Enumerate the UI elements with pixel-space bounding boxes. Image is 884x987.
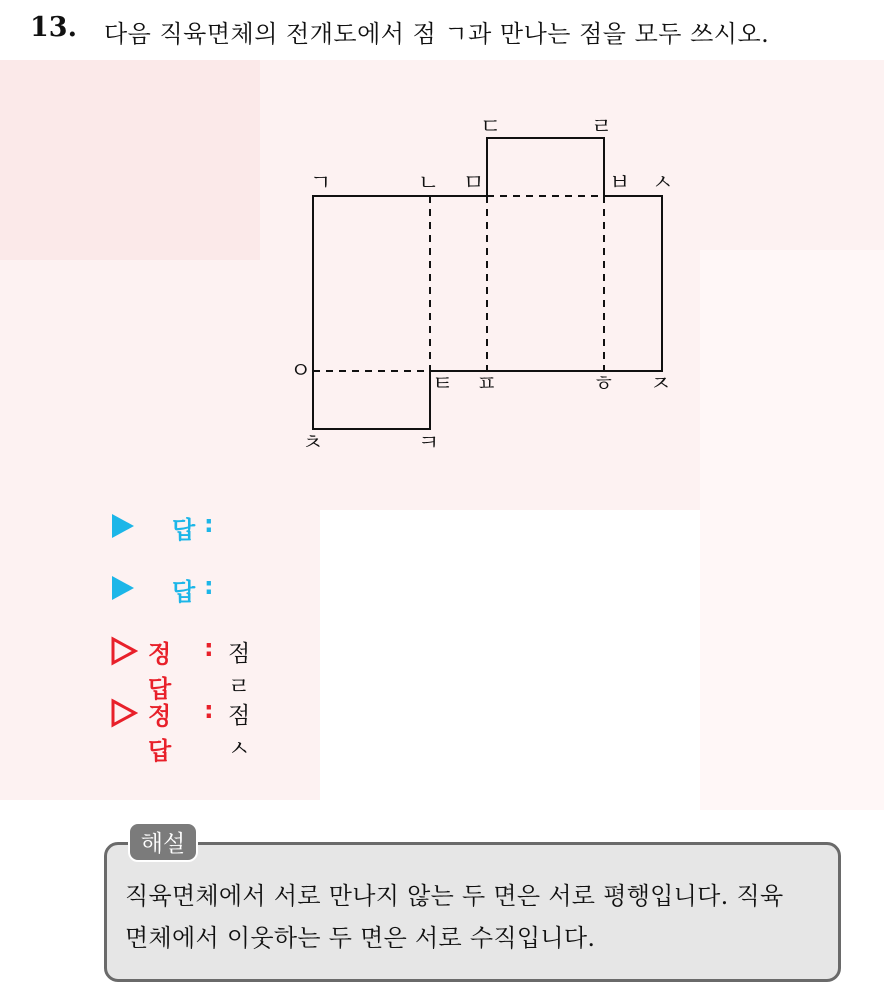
play-triangle-icon [110,574,136,602]
answer-label: 답 [172,516,196,544]
label-n: ㄴ [418,171,440,196]
correct-label: 정답 [148,702,172,765]
answer-colon: : [204,572,214,600]
correct-colon: : [204,634,214,662]
explanation-box [104,842,841,982]
label-h: ㅎ [593,372,615,397]
correct-value: 점 ㅅ [228,703,251,762]
label-o: ㅇ [290,359,312,384]
label-r: ㄹ [591,115,613,140]
label-g: ㄱ [310,171,332,196]
label-s: ㅅ [652,171,674,196]
play-triangle-icon [110,512,136,540]
background-tint [320,510,700,800]
answer-colon: : [204,510,214,538]
question-number: 13. [30,12,77,43]
correct-value: 점 ㄹ [228,641,251,700]
correct-colon: : [204,696,214,724]
question-text: 다음 직육면체의 전개도에서 점 ㄱ과 만나는 점을 모두 쓰시오. [104,20,770,48]
outline-triangle-icon [110,698,138,728]
explanation-tag: 해설 [128,822,198,862]
label-k: ㅋ [418,431,440,456]
label-d: ㄷ [480,115,502,140]
label-m: ㅁ [463,171,485,196]
outline-triangle-icon [110,636,138,666]
correct-label: 정답 [148,640,172,703]
label-b: ㅂ [609,171,631,196]
explanation-line-2: 면체에서 이웃하는 두 면은 서로 수직입니다. [125,924,596,952]
label-ch: ㅊ [302,431,324,456]
label-t: ㅌ [432,372,454,397]
explanation-line-1: 직육면체에서 서로 만나지 않는 두 면은 서로 평행입니다. 직육 [125,882,784,910]
label-j: ㅈ [650,372,672,397]
label-p: ㅍ [476,372,498,397]
answer-label: 답 [172,578,196,606]
